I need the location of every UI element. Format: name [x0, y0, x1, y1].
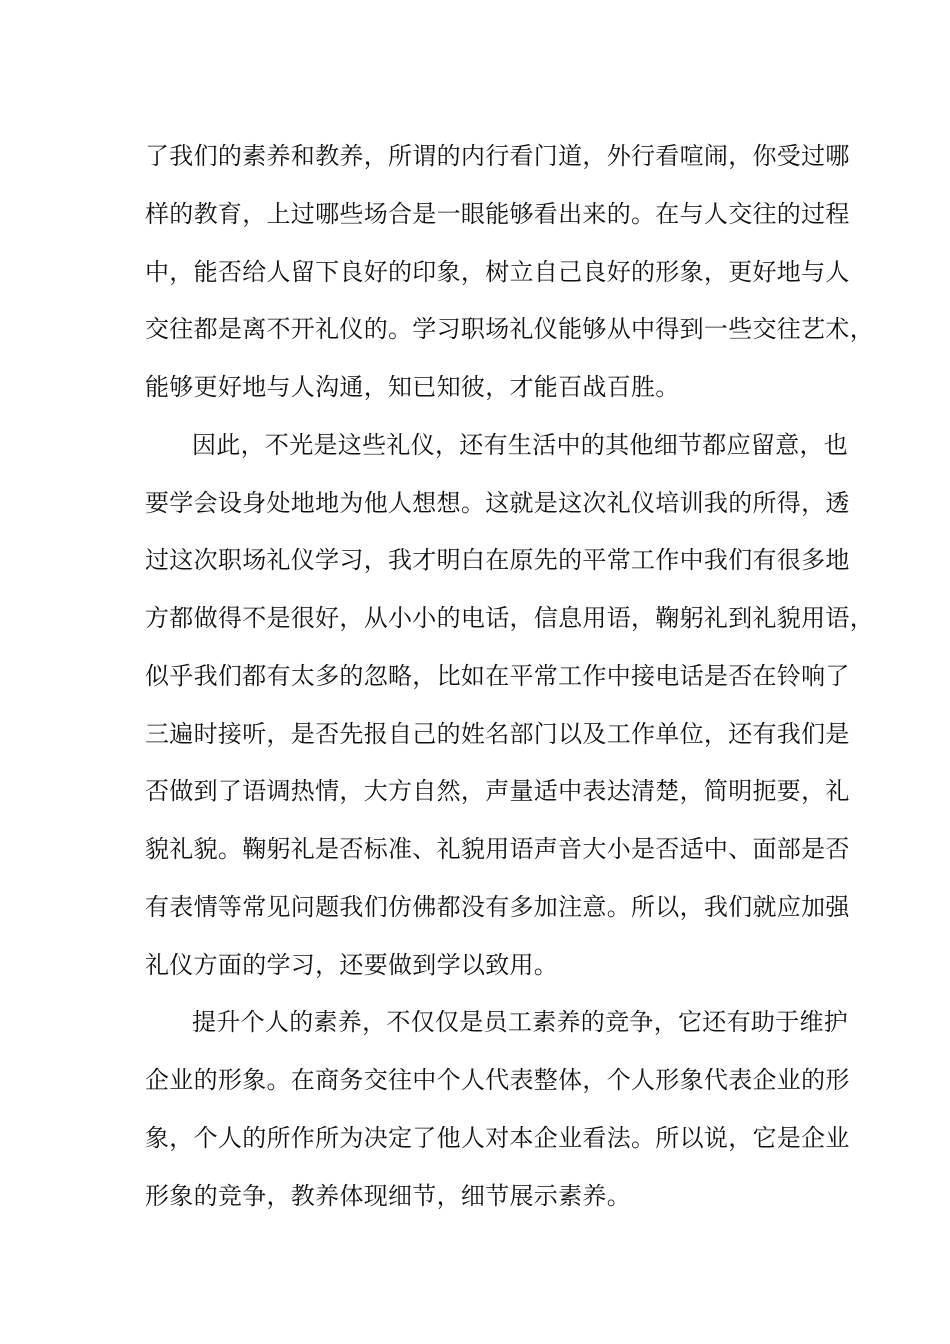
paragraph-3-line-3: 象，个人的所作所为决定了他人对本企业看法。所以说，它是企业	[145, 1123, 850, 1152]
paragraph-2-line-10: 礼仪方面的学习，还要做到学以致用。	[145, 950, 559, 979]
paragraph-2-line-3: 过这次职场礼仪学习，我才明白在原先的平常工作中我们有很多地	[145, 546, 850, 575]
paragraph-3-line-1: 提升个人的素养，不仅仅是员工素养的竞争，它还有助于维护	[192, 1008, 849, 1037]
paragraph-3-line-2: 企业的形象。在商务交往中个人代表整体，个人形象代表企业的形	[145, 1066, 850, 1094]
paragraph-1-line-2: 样的教育，上过哪些场合是一眼能够看出来的。在与人交往的过程	[145, 199, 850, 228]
paragraph-2-line-4: 方都做得不是很好，从小小的电话，信息用语，鞠躬礼到礼貌用语，	[145, 604, 874, 632]
paragraph-2-line-2: 要学会设身处地地为他人想想。这就是这次礼仪培训我的所得，透	[145, 488, 850, 517]
paragraph-1-line-3: 中，能否给人留下良好的印象，树立自己良好的形象，更好地与人	[145, 257, 850, 286]
paragraph-1-line-5: 能够更好地与人沟通，知已知彼，才能百战百胜。	[145, 373, 680, 401]
paragraph-3-line-4: 形象的竞争，教养体现细节，细节展示素养。	[145, 1181, 631, 1210]
paragraph-1-line-1: 了我们的素养和教养，所谓的内行看门道，外行看喧闹，你受过哪	[145, 142, 850, 170]
paragraph-2-line-8: 貌礼貌。鞠躬礼是否标准、礼貌用语声音大小是否适中、面部是否	[145, 835, 850, 863]
paragraph-2-line-1: 因此，不光是这些礼仪，还有生活中的其他细节都应留意，也	[192, 430, 849, 459]
body-text	[145, 128, 874, 1225]
paragraph-1-line-4: 交往都是离不开礼仪的。学习职场礼仪能够从中得到一些交往艺术，	[145, 315, 874, 344]
paragraph-2-line-6: 三遍时接听，是否先报自己的姓名部门以及工作单位，还有我们是	[145, 719, 850, 748]
paragraph-2-line-7: 否做到了语调热情，大方自然，声量适中表达清楚，简明扼要，礼	[145, 777, 850, 806]
paragraph-2-line-5: 似乎我们都有太多的忽略，比如在平常工作中接电话是否在铃响了	[145, 661, 850, 690]
paragraph-2-line-9: 有表情等常见问题我们仿佛都没有多加注意。所以，我们就应加强	[145, 892, 850, 921]
